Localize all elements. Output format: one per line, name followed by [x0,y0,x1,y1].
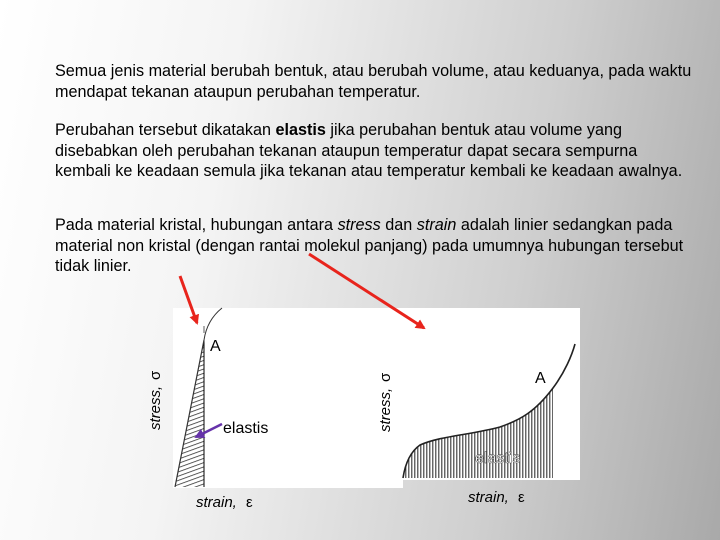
left-x-axis-text: strain, [196,494,237,511]
p3-part1: Pada material kristal, hubungan antara [55,216,338,234]
left-y-axis-label [147,370,164,430]
p3-strain-term: strain [416,216,457,234]
right-y-axis-symbol: σ [377,372,394,382]
p3-part3: adalah linier sedangkan pada material non kristal (dengan rantai molekul panjang) pada umumnya hubungan tersebut tidak linier. [55,216,684,275]
p3-stress-term: stress [337,216,381,234]
right-x-axis-text: strain, [468,489,509,506]
left-point-a-label: A [210,338,221,355]
left-stress-strain-graph [147,308,403,511]
left-y-axis-symbol: σ [147,370,164,380]
right-y-axis-text: stress, [377,387,394,432]
left-elastic-label: elastis [223,420,269,437]
right-elastic-label: elastis [475,450,521,467]
intro-paragraph: Semua jenis material berubah bentuk, atau berubah volume, atau keduanya, pada waktu mendapat tekanan ataupun perubahan temperatur. [55,62,692,101]
right-point-a-label: A [535,370,546,387]
left-x-axis-symbol: ε [246,494,253,511]
right-y-axis-label [377,372,394,432]
left-y-axis-text: stress, [147,385,164,430]
left-plot-background [173,308,403,488]
p2-before: Perubahan tersebut dikatakan [55,121,276,139]
right-x-axis-symbol: ε [518,489,525,506]
right-stress-strain-graph [377,308,580,506]
p2-after: jika perubahan bentuk atau volume yang disebabkan oleh perubahan tekanan ataupun temperatur dapat secara sempurna kembali ke keadaan semula jika tekanan atau temperatur kembali ke keadaan awalnya. [55,121,683,180]
p3-part2: dan [380,216,417,234]
p2-bold-term: elastis [275,121,326,139]
